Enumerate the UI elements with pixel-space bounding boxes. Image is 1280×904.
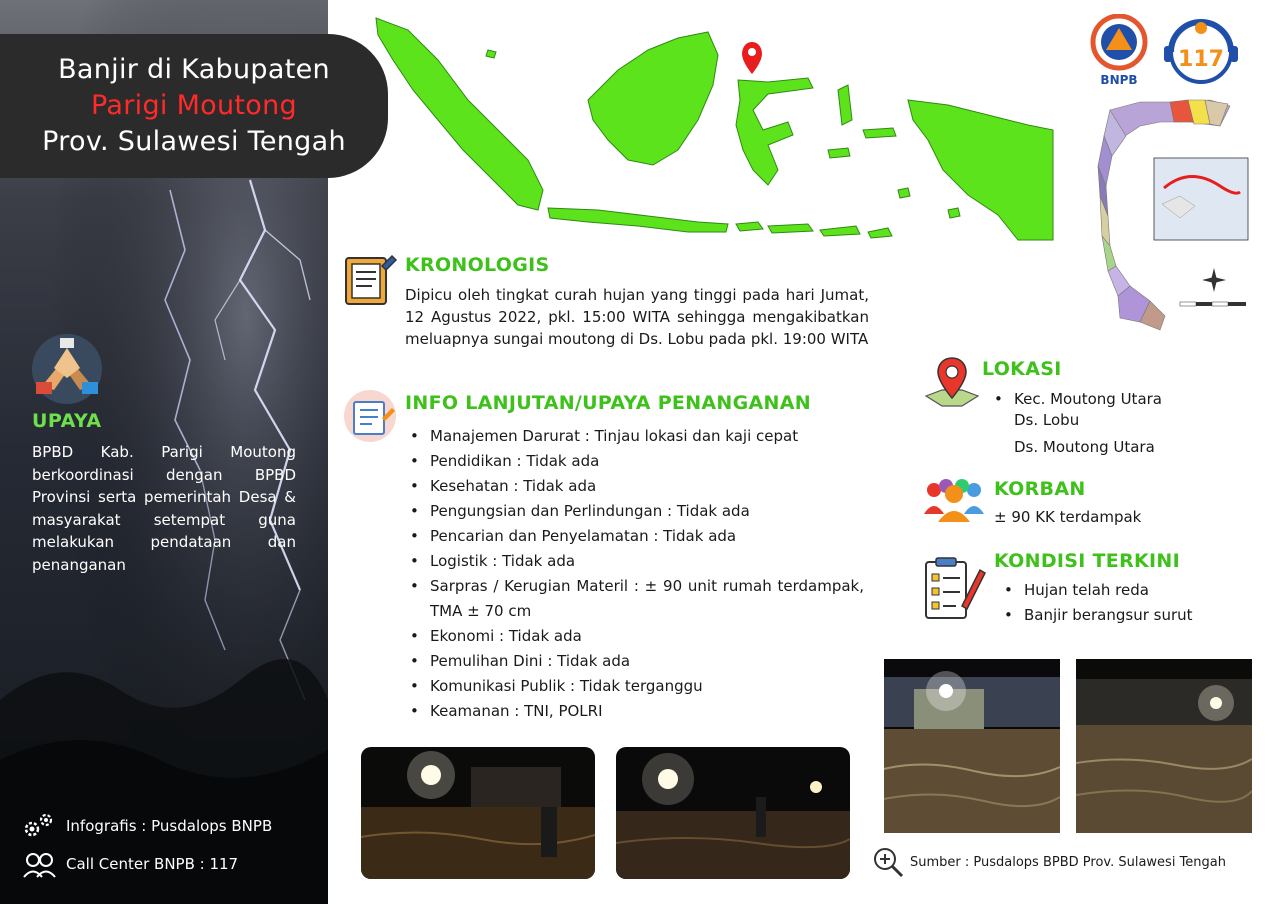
infografis-label: Infografis : Pusdalops BNPB [66, 817, 273, 835]
lokasi-list [990, 387, 1230, 412]
kronologis-text: Dipicu oleh tingkat curah hujan yang tinggi pada hari Jumat, 12 Agustus 2022, pkl. 15:00 WITA sehingga mengakibatkan meluapnya sungai moutong di Ds. Lobu pada pkl. 19:00 WITA [405, 286, 869, 348]
kondisi-list [1000, 578, 1240, 628]
map-location-marker [742, 42, 762, 74]
flood-photo-3[interactable] [884, 659, 1060, 833]
info-item: • Keamanan : TNI, POLRI [406, 699, 864, 724]
people-group-icon [922, 474, 986, 524]
info-item: • Logistik : Tidak ada [406, 549, 864, 574]
source-credit [872, 846, 1226, 878]
kronologis-heading: KRONOLOGIS [405, 254, 550, 276]
lokasi-kecamatan: • Kec. Moutong Utara [990, 387, 1230, 412]
call-center-icon [22, 850, 56, 878]
bnpb-logo [1086, 14, 1152, 88]
magnifier-icon [872, 846, 904, 878]
info-heading: INFO LANJUTAN/UPAYA PENANGANAN [405, 392, 811, 414]
title-line-1: Banjir di Kabupaten [58, 54, 330, 85]
info-item: • Sarpras / Kerugian Materil : ± 90 unit rumah terdampak, TMA ± 70 cm [406, 574, 864, 624]
checklist-icon [342, 388, 398, 444]
title-line-3: Prov. Sulawesi Tengah [42, 126, 346, 157]
info-item: • Ekonomi : Tidak ada [406, 624, 864, 649]
kondisi-item: • Hujan telah reda [1000, 578, 1240, 603]
logo-117-number: 117 [1178, 47, 1224, 72]
footer-infografis [22, 812, 272, 840]
lokasi-desa-1: Ds. Lobu [1014, 411, 1080, 429]
upaya-text: BPBD Kab. Parigi Moutong berkoordinasi dengan BPBD Provinsi serta pemerintah Desa & masyarakat setempat guna melakukan pendataan dan penanganan [32, 443, 296, 574]
upaya-heading: UPAYA [32, 410, 102, 432]
flood-photo-1[interactable] [361, 747, 595, 879]
call-117-logo [1160, 14, 1242, 88]
source-label: Sumber : Pusdalops BPBD Prov. Sulawesi Tengah [910, 854, 1226, 870]
bnpb-label: BNPB [1100, 73, 1138, 87]
hands-teamwork-icon [32, 334, 102, 404]
info-item: • Kesehatan : Tidak ada [406, 474, 864, 499]
footer-call-center[interactable] [22, 850, 238, 878]
info-item: • Manajemen Darurat : Tinjau lokasi dan kaji cepat [406, 424, 864, 449]
indonesia-map [368, 10, 1058, 260]
info-item: • Komunikasi Publik : Tidak terganggu [406, 674, 864, 699]
location-pin-icon [922, 354, 982, 410]
title-line-2: Parigi Moutong [91, 90, 297, 121]
info-item: • Pengungsian dan Perlindungan : Tidak ada [406, 499, 864, 524]
info-item: • Pemulihan Dini : Tidak ada [406, 649, 864, 674]
clipboard-pen-icon [922, 556, 986, 622]
sulteng-region-map [1070, 96, 1270, 332]
gears-icon [22, 812, 56, 840]
kondisi-heading: KONDISI TERKINI [994, 550, 1180, 572]
info-item: • Pencarian dan Penyelamatan : Tidak ada [406, 524, 864, 549]
call-center-label: Call Center BNPB : 117 [66, 855, 239, 873]
document-pen-icon [342, 252, 398, 308]
kondisi-item: • Banjir berangsur surut [1000, 603, 1240, 628]
lokasi-heading: LOKASI [982, 358, 1062, 380]
info-item: • Pendidikan : Tidak ada [406, 449, 864, 474]
korban-text: ± 90 KK terdampak [994, 508, 1142, 526]
lokasi-desa-2: Ds. Moutong Utara [1014, 438, 1155, 456]
flood-photo-2[interactable] [616, 747, 850, 879]
korban-heading: KORBAN [994, 478, 1086, 500]
title-box [0, 34, 388, 178]
info-list [406, 424, 864, 724]
flood-photo-4[interactable] [1076, 659, 1252, 833]
